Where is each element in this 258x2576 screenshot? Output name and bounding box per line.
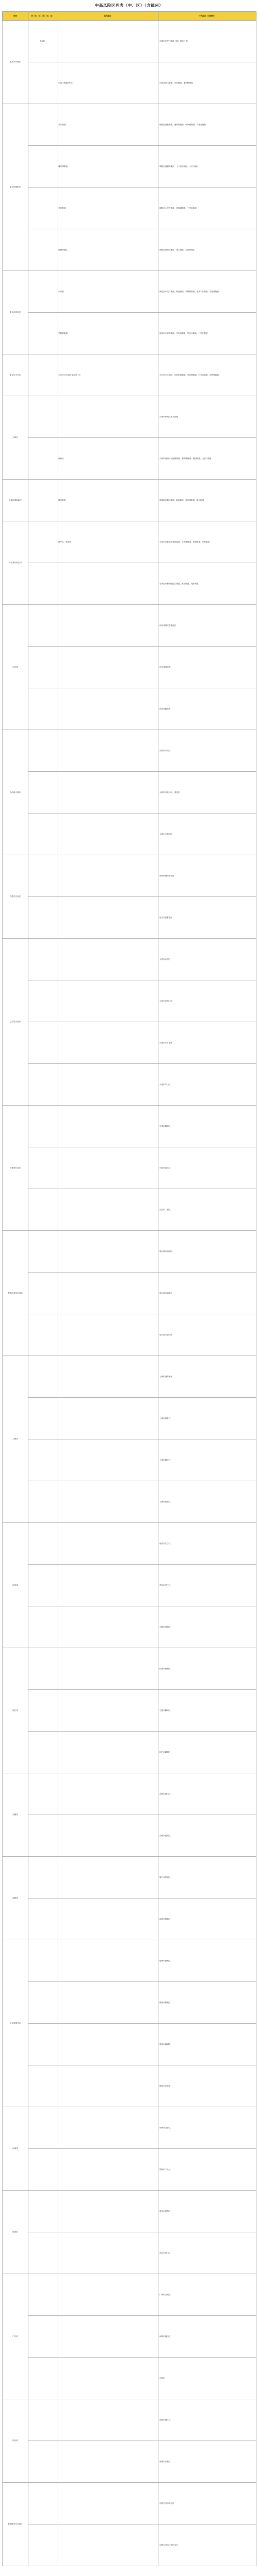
medium-risk-cell: 太原市小店区 (158, 730, 256, 772)
medium-risk-cell: 东城区景山街道、东四街道、北新桥街道 (158, 62, 256, 104)
table-row (3, 2065, 256, 2107)
table-row (3, 1732, 256, 1773)
city-cell (28, 2524, 57, 2566)
city-cell (28, 605, 57, 647)
province-cell: 福建省 (3, 1857, 28, 1940)
high-risk-cell (57, 814, 158, 855)
high-risk-cell: 双井街道 (57, 104, 158, 146)
medium-risk-cell: 朝阳区高碑店地区、垡头街道、王四营地区 (158, 229, 256, 271)
high-risk-cell (57, 1732, 158, 1773)
high-risk-cell (57, 1106, 158, 1147)
table-row (3, 2441, 256, 2483)
table-row (3, 2483, 256, 2524)
high-risk-cell (57, 897, 158, 939)
medium-risk-cell: 绍兴市越城区 (158, 1732, 256, 1773)
city-cell (28, 104, 57, 146)
table-row (3, 1773, 256, 1815)
high-risk-cell (57, 1481, 158, 1523)
high-risk-cell (57, 1982, 158, 2024)
medium-risk-cell: 丰台区方庄地区、东铁匠营街道、马家堡街道、右安门街道、西罗园街道 (158, 354, 256, 396)
high-risk-cell (57, 2149, 158, 2191)
high-risk-cell: 丰台区方庄地区芳古园一区 (57, 354, 158, 396)
high-risk-cell: 东直门街道5号院 (57, 62, 158, 104)
medium-risk-cell: 长春市朝阳区 (158, 1106, 256, 1147)
province-cell: 江苏省 (3, 1523, 28, 1648)
high-risk-cell (57, 730, 158, 772)
city-cell (28, 688, 57, 730)
table-row (3, 1481, 256, 1523)
medium-risk-cell: 德州市乐陵市 (158, 2065, 256, 2107)
province-cell: 浙江省 (3, 1648, 28, 1773)
table-row (3, 939, 256, 980)
table-row (3, 1690, 256, 1732)
medium-risk-cell: 南京市江宁区 (158, 1523, 256, 1565)
city-cell (28, 1857, 57, 1899)
city-cell (28, 980, 57, 1022)
medium-risk-cell: 乌鲁木齐市天山区 (158, 2483, 256, 2524)
province-cell: 河北省石家庄市 (3, 521, 28, 605)
table-row (3, 605, 256, 647)
province-cell: 北京市东城区 (3, 21, 28, 104)
high-risk-cell: 河西区 (57, 438, 158, 480)
medium-risk-cell: 太原市万柏林区 (158, 814, 256, 855)
city-cell (28, 1064, 57, 1106)
medium-risk-cell: 上海市徐汇区 (158, 1398, 256, 1439)
city-cell (28, 814, 57, 855)
table-row (3, 1314, 256, 1356)
medium-risk-cell: 大连市中山区 (158, 1064, 256, 1106)
high-risk-cell (57, 1231, 158, 1273)
medium-risk-cell: 武汉市武昌区 (158, 2191, 256, 2232)
province-cell: 北京市丰台区 (3, 354, 28, 396)
city-cell (28, 1523, 57, 1565)
province-cell: 河南省 (3, 2107, 28, 2191)
city-cell (28, 563, 57, 605)
city-cell (28, 1147, 57, 1189)
high-risk-cell (57, 1606, 158, 1648)
medium-risk-cell: 哈尔滨市道里区 (158, 1273, 256, 1314)
header-high-risk: 高风险区 (57, 12, 158, 21)
city-cell (28, 1899, 57, 1940)
high-risk-cell: 塘沽街道 (57, 480, 158, 521)
high-risk-cell (57, 605, 158, 647)
high-risk-cell (57, 1857, 158, 1899)
city-cell (28, 1439, 57, 1481)
table-row (3, 1648, 256, 1690)
high-risk-cell (57, 647, 158, 688)
city-cell (28, 772, 57, 814)
province-cell: 吉林省长春市 (3, 1106, 28, 1231)
city-cell (28, 1481, 57, 1523)
high-risk-cell: 学院路街道 (57, 313, 158, 354)
table-header-row (3, 12, 256, 21)
city-cell (28, 188, 57, 229)
table-row (3, 146, 256, 188)
medium-risk-cell: 成都市武侯区 (158, 2441, 256, 2483)
table-row (3, 1106, 256, 1147)
high-risk-cell: 劲松街道 (57, 188, 158, 229)
table-row (3, 897, 256, 939)
city-cell (28, 146, 57, 188)
table-row (3, 2358, 256, 2399)
medium-risk-cell: 朝阳区南磨房地区、十八里店地区、小红门地区 (158, 146, 256, 188)
table-row (3, 1273, 256, 1314)
table-row (3, 647, 256, 688)
medium-risk-cell: 石家庄市新华区革新街道、合作路街道、西苑街道、东焦街道 (158, 521, 256, 563)
table-row (3, 1022, 256, 1064)
table-row (3, 2149, 256, 2191)
table-row (3, 1064, 256, 1106)
city-cell (28, 2483, 57, 2524)
table-row (3, 855, 256, 897)
city-cell (28, 1690, 57, 1732)
city-cell (28, 1773, 57, 1815)
city-cell (28, 2358, 57, 2399)
province-cell: 新疆维吾尔自治区 (3, 2483, 28, 2566)
medium-risk-cell: 上海市闵行区 (158, 1481, 256, 1523)
city-cell: 东城区 (28, 21, 57, 62)
medium-risk-cell: 大连市沙河口区 (158, 980, 256, 1022)
city-cell (28, 939, 57, 980)
city-cell (28, 730, 57, 772)
province-cell: 安徽省 (3, 1773, 28, 1857)
province-cell: 天津市滨海新区 (3, 480, 28, 521)
medium-risk-cell: 无锡市滨湖区 (158, 1606, 256, 1648)
province-cell: 北京市海淀区 (3, 271, 28, 354)
table-row (3, 2107, 256, 2149)
medium-risk-cell: 朝阳区劲松街道、潘家园街道、呼家楼街道、六里屯街道 (158, 104, 256, 146)
high-risk-cell (57, 855, 158, 897)
medium-risk-cell: 合肥市包河区 (158, 1815, 256, 1857)
high-risk-cell (57, 2524, 158, 2566)
high-risk-cell (57, 1022, 158, 1064)
high-risk-cell (57, 772, 158, 814)
medium-risk-cell: 哈尔滨市香坊区 (158, 1314, 256, 1356)
medium-risk-cell: 成都市锦江区 (158, 2399, 256, 2441)
city-cell (28, 2316, 57, 2358)
high-risk-cell: 潘家园街道 (57, 146, 158, 188)
medium-risk-cell: 东莞市 (158, 2358, 256, 2399)
city-cell (28, 897, 57, 939)
city-cell (28, 1356, 57, 1398)
medium-risk-cell: 长春市二道区 (158, 1189, 256, 1231)
high-risk-cell (57, 21, 158, 62)
table-row (3, 2232, 256, 2274)
table-row (3, 1523, 256, 1565)
medium-risk-cell: 德州市禹城市 (158, 2024, 256, 2065)
high-risk-cell (57, 1064, 158, 1106)
table-row (3, 1815, 256, 1857)
table-row (3, 313, 256, 354)
medium-risk-cell: 福州市鼓楼区 (158, 1899, 256, 1940)
medium-risk-cell: 河北省邢台市 (158, 647, 256, 688)
city-cell (28, 1273, 57, 1314)
high-risk-cell (57, 1356, 158, 1398)
city-cell (28, 229, 57, 271)
header-city: 省（市、区）/县（市、区） (28, 12, 57, 21)
table-row (3, 21, 256, 62)
table-row (3, 1398, 256, 1439)
province-cell: 广东省 (3, 2274, 28, 2399)
high-risk-cell (57, 980, 158, 1022)
table-row (3, 1857, 256, 1899)
province-cell: 山西省太原市 (3, 730, 28, 855)
province-cell: 黑龙江省哈尔滨市 (3, 1231, 28, 1356)
medium-risk-cell: 石家庄市桥西区振头街道、留营街道、苑东街道 (158, 563, 256, 605)
table-row (3, 2024, 256, 2065)
high-risk-cell (57, 1314, 158, 1356)
medium-risk-cell: 郑州市金水区 (158, 2107, 256, 2149)
high-risk-cell (57, 1273, 158, 1314)
medium-risk-cell: 滨海新区塘沽街道、新港街道、杭州道街道、新河街道 (158, 480, 256, 521)
province-cell: 山东省德州市 (3, 1940, 28, 2107)
high-risk-cell (57, 2316, 158, 2358)
city-cell (28, 1231, 57, 1273)
high-risk-cell (57, 1439, 158, 1481)
high-risk-cell (57, 1398, 158, 1439)
city-cell (28, 2065, 57, 2107)
table-row (3, 1982, 256, 2024)
province-cell: 四川省 (3, 2399, 28, 2483)
medium-risk-cell: 大连市金州区 (158, 939, 256, 980)
province-cell: 辽宁省大连市 (3, 939, 28, 1106)
medium-risk-cell: 包头市昆都仑区 (158, 897, 256, 939)
high-risk-cell (57, 2441, 158, 2483)
table-row (3, 563, 256, 605)
medium-risk-cell: 天津市河西区友谊路街道、越秀路街道、桃园街道、大营门街道 (158, 438, 256, 480)
city-cell (28, 521, 57, 563)
high-risk-cell (57, 2274, 158, 2316)
high-risk-cell: 东升镇 (57, 271, 158, 313)
table-row (3, 1147, 256, 1189)
city-cell (28, 480, 57, 521)
page-title: 中高风险区列表（中、区）（含德州） (94, 3, 164, 8)
header-province: 省份 (3, 12, 28, 21)
high-risk-cell (57, 396, 158, 438)
table-row (3, 1940, 256, 1982)
medium-risk-cell: 乌鲁木齐市沙依巴克区 (158, 2524, 256, 2566)
table-row (3, 688, 256, 730)
medium-risk-cell: 德州市德城区 (158, 1940, 256, 1982)
table-row (3, 980, 256, 1022)
header-medium-risk: 中风险区（含德州） (158, 12, 256, 21)
medium-risk-cell: 哈尔滨市南岗区 (158, 1231, 256, 1273)
high-risk-cell (57, 2065, 158, 2107)
medium-risk-cell: 苏州市吴中区 (158, 1565, 256, 1606)
medium-risk-cell: 东城区东华门街道（除上述地区外） (158, 21, 256, 62)
province-cell: 北京市朝阳区 (3, 104, 28, 271)
medium-risk-cell: 深圳市福田区 (158, 2316, 256, 2358)
high-risk-cell (57, 2107, 158, 2149)
high-risk-cell (57, 688, 158, 730)
high-risk-cell (57, 2483, 158, 2524)
medium-risk-cell: 海淀区中关村街道、海淀街道、学院路街道、北太平庄街道、花园路街道 (158, 271, 256, 313)
high-risk-cell (57, 1523, 158, 1565)
high-risk-cell (57, 2191, 158, 2232)
city-cell (28, 2399, 57, 2441)
high-risk-cell (57, 2358, 158, 2399)
city-cell (28, 1940, 57, 1982)
table-row (3, 1439, 256, 1481)
table-row (3, 1899, 256, 1940)
high-risk-cell (57, 1815, 158, 1857)
city-cell (28, 2107, 57, 2149)
table-row (3, 1231, 256, 1273)
high-risk-cell (57, 1147, 158, 1189)
table-row (3, 2191, 256, 2232)
medium-risk-cell: 郑州市二七区 (158, 2149, 256, 2191)
medium-risk-cell: 宁波市鄞州区 (158, 1690, 256, 1732)
high-risk-cell (57, 1690, 158, 1732)
high-risk-cell (57, 1565, 158, 1606)
city-cell (28, 396, 57, 438)
city-cell (28, 1648, 57, 1690)
city-cell (28, 354, 57, 396)
high-risk-cell (57, 563, 158, 605)
province-cell: 天津市 (3, 396, 28, 480)
medium-risk-cell: 太原市杏花岭区、迎泽区 (158, 772, 256, 814)
city-cell (28, 1189, 57, 1231)
city-cell (28, 1565, 57, 1606)
city-cell (28, 1815, 57, 1857)
medium-risk-cell: 上海市静安区 (158, 1439, 256, 1481)
province-cell: 湖北省 (3, 2191, 28, 2274)
province-cell: 内蒙古自治区 (3, 855, 28, 939)
city-cell (28, 1106, 57, 1147)
table-row (3, 772, 256, 814)
medium-risk-cell: 朝阳区八里庄街道、团结湖街道、三里屯街道 (158, 188, 256, 229)
city-cell (28, 62, 57, 104)
medium-risk-cell: 德州市陵城区 (158, 1982, 256, 2024)
table-row (3, 438, 256, 480)
medium-risk-cell: 大连市甘井子区 (158, 1022, 256, 1064)
medium-risk-cell: 杭州市西湖区 (158, 1648, 256, 1690)
high-risk-cell (57, 2024, 158, 2065)
table-body (3, 21, 256, 2566)
table-row (3, 730, 256, 772)
province-cell: 上海市 (3, 1356, 28, 1523)
medium-risk-cell: 海淀区万寿路街道、羊坊店街道、甘家口街道、八里庄街道 (158, 313, 256, 354)
table-row (3, 480, 256, 521)
table-row (3, 1356, 256, 1398)
table-row (3, 229, 256, 271)
table-row (3, 396, 256, 438)
high-risk-cell (57, 939, 158, 980)
table-row (3, 62, 256, 104)
high-risk-cell (57, 1648, 158, 1690)
province-cell: 河北省 (3, 605, 28, 730)
high-risk-cell: 新华区、桥西区 (57, 521, 158, 563)
city-cell (28, 313, 57, 354)
city-cell (28, 1022, 57, 1064)
high-risk-cell (57, 1940, 158, 1982)
medium-risk-cell: 合肥市蜀山区 (158, 1773, 256, 1815)
table-row (3, 104, 256, 146)
city-cell (28, 2441, 57, 2483)
city-cell (28, 647, 57, 688)
table-row (3, 521, 256, 563)
high-risk-cell: 南磨房地区 (57, 229, 158, 271)
city-cell (28, 2232, 57, 2274)
table-row (3, 354, 256, 396)
high-risk-cell (57, 2232, 158, 2274)
high-risk-cell (57, 2399, 158, 2441)
table-row (3, 814, 256, 855)
medium-risk-cell: 天津市津南区咸水沽镇 (158, 396, 256, 438)
city-cell (28, 2024, 57, 2065)
high-risk-cell (57, 1773, 158, 1815)
table-row (3, 2316, 256, 2358)
table-row (3, 271, 256, 313)
medium-risk-cell: 武汉市洪山区 (158, 2232, 256, 2274)
table-row (3, 1189, 256, 1231)
city-cell (28, 2274, 57, 2316)
medium-risk-cell: 长春市南关区 (158, 1147, 256, 1189)
city-cell (28, 855, 57, 897)
city-cell (28, 1982, 57, 2024)
table-row (3, 188, 256, 229)
table-row (3, 1606, 256, 1648)
city-cell (28, 1398, 57, 1439)
city-cell (28, 2191, 57, 2232)
medium-risk-cell: 厦门市思明区 (158, 1857, 256, 1899)
high-risk-cell (57, 1899, 158, 1940)
medium-risk-cell: 上海市浦东新区 (158, 1356, 256, 1398)
medium-risk-cell: 呼和浩特市新城区 (158, 855, 256, 897)
city-cell (28, 1606, 57, 1648)
risk-area-table (2, 11, 256, 2566)
table-row (3, 2274, 256, 2316)
city-cell (28, 1314, 57, 1356)
table-row (3, 1565, 256, 1606)
city-cell (28, 271, 57, 313)
medium-risk-cell: 广州市天河区 (158, 2274, 256, 2316)
medium-risk-cell: 河北省保定市莲池区 (158, 605, 256, 647)
table-row (3, 2399, 256, 2441)
table-row (3, 2524, 256, 2566)
city-cell (28, 438, 57, 480)
high-risk-cell (57, 1189, 158, 1231)
city-cell (28, 1732, 57, 1773)
medium-risk-cell: 河北省廊坊市 (158, 688, 256, 730)
city-cell (28, 2149, 57, 2191)
